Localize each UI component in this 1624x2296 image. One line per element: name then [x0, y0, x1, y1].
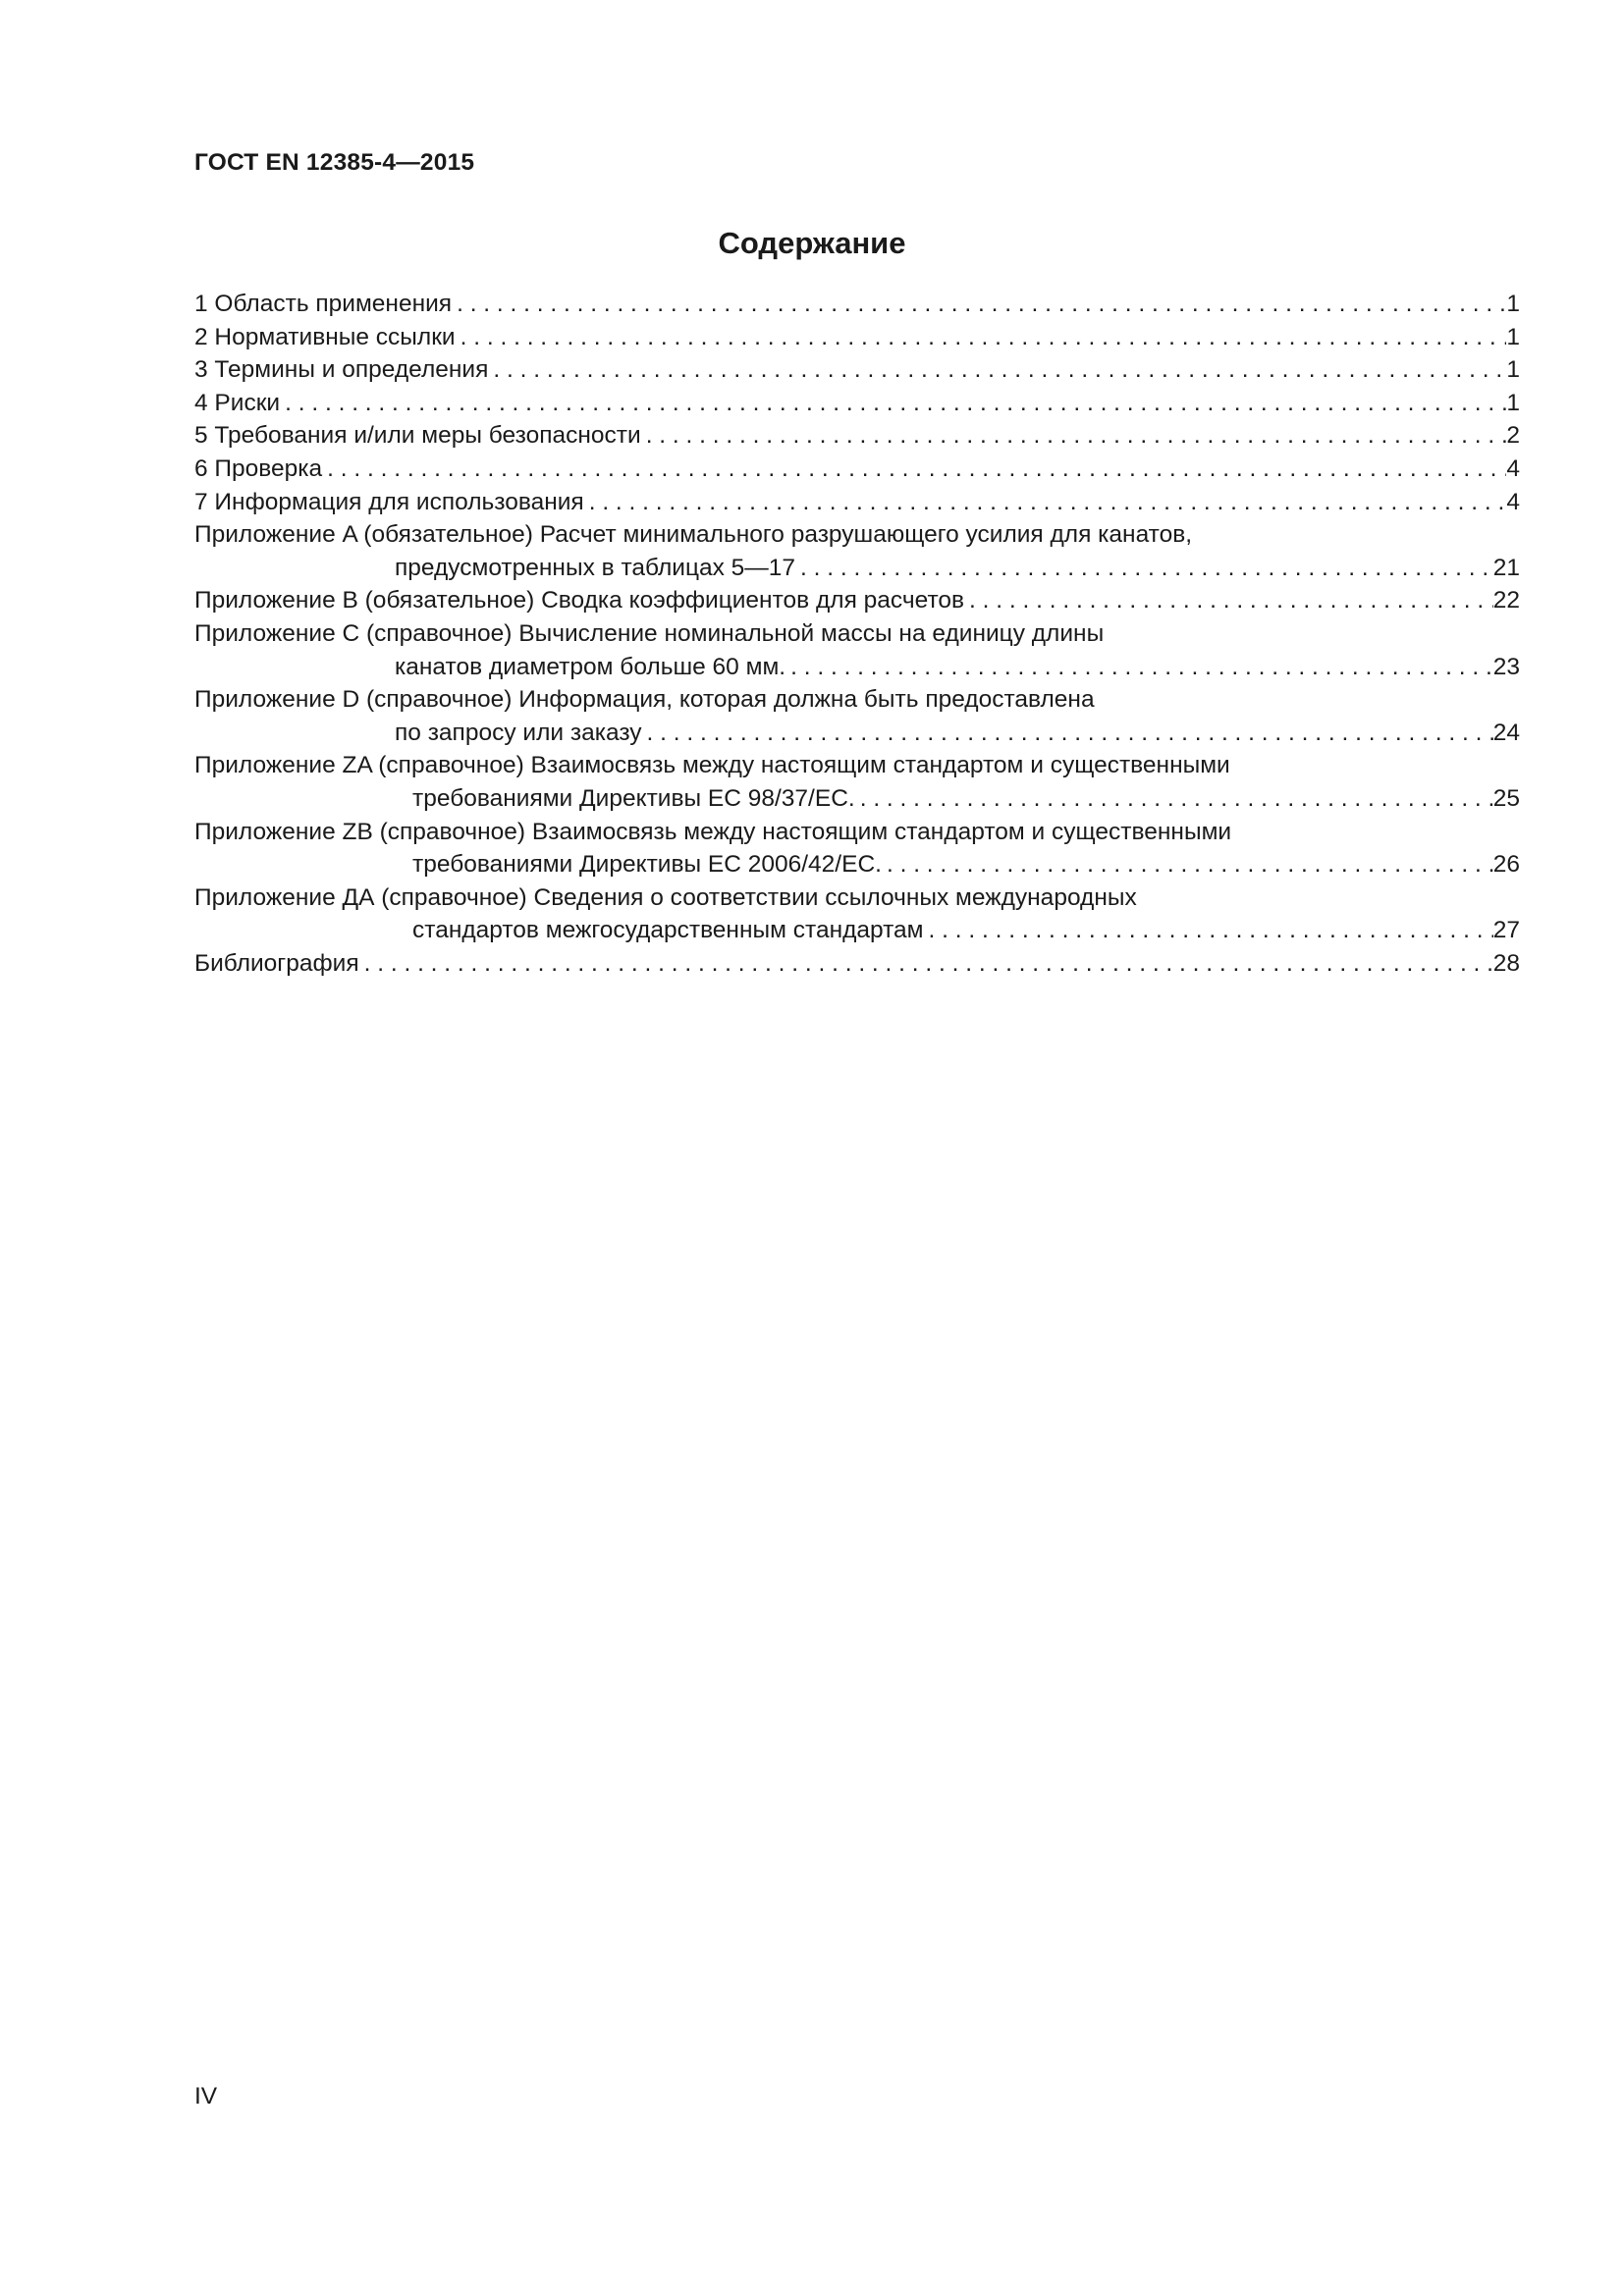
- toc-entry-continuation: требованиями Директивы ЕС 98/37/ЕС.: [412, 784, 855, 812]
- toc-page-number: 22: [1492, 587, 1520, 614]
- toc-entry-text: Библиография: [194, 949, 359, 977]
- toc-entry-text: 7 Информация для использования: [194, 488, 584, 515]
- table-of-contents: [194, 288, 1520, 980]
- dot-leader: [882, 848, 1493, 881]
- toc-entry-annex-d[interactable]: [194, 683, 1520, 749]
- toc-entry-continuation: по запросу или заказу: [395, 719, 642, 746]
- toc-entry-annex-b[interactable]: [194, 584, 1520, 617]
- toc-title: Содержание: [718, 226, 906, 260]
- dot-leader: [641, 419, 1507, 453]
- dot-leader: [584, 486, 1507, 519]
- toc-entry-continuation: предусмотренных в таблицах 5—17: [395, 554, 796, 581]
- toc-entry-scope[interactable]: [194, 288, 1520, 321]
- toc-entry-continuation: требованиями Директивы ЕС 2006/42/ЕС.: [412, 851, 882, 879]
- toc-entry-text: Приложение B (обязательное) Сводка коэффициентов для расчетов: [194, 587, 965, 614]
- toc-page-number: 24: [1492, 719, 1520, 746]
- page-number: IV: [194, 2083, 218, 2109]
- dot-leader: [456, 321, 1507, 354]
- toc-entry-text: 1 Область применения: [194, 291, 453, 317]
- dot-leader: [642, 717, 1493, 750]
- toc-entry-text: Приложение C (справочное) Вычисление номинальной массы на единицу длины: [194, 619, 1105, 647]
- toc-entry-text: Приложение D (справочное) Информация, которая должна быть предоставлена: [194, 686, 1095, 714]
- toc-entry-text: 5 Требования и/или меры безопасности: [194, 422, 641, 450]
- toc-page-number: 4: [1506, 454, 1520, 482]
- toc-page-number: 21: [1492, 554, 1520, 581]
- dot-leader: [795, 552, 1493, 585]
- toc-entry-text: 4 Риски: [194, 389, 281, 416]
- toc-entry-text: Приложение A (обязательное) Расчет минимального разрушающего усилия для канатов,: [194, 521, 1193, 549]
- toc-entry-normative-references[interactable]: [194, 321, 1520, 354]
- toc-entry-annex-da[interactable]: [194, 881, 1520, 947]
- toc-page-number: 26: [1492, 851, 1520, 879]
- toc-entry-text: Приложение ZB (справочное) Взаимосвязь между настоящим стандартом и существенными: [194, 818, 1232, 845]
- toc-entry-continuation: канатов диаметром больше 60 мм.: [395, 653, 786, 680]
- toc-entry-text: 3 Термины и определения: [194, 356, 489, 384]
- toc-entry-safety-requirements[interactable]: [194, 419, 1520, 453]
- dot-leader: [964, 584, 1493, 617]
- toc-entry-terms-definitions[interactable]: [194, 353, 1520, 387]
- toc-entry-annex-zb[interactable]: [194, 816, 1520, 881]
- toc-entry-annex-c[interactable]: [194, 617, 1520, 683]
- dot-leader: [488, 353, 1506, 387]
- dot-leader: [785, 651, 1493, 684]
- document-code: ГОСТ EN 12385-4—2015: [194, 149, 475, 176]
- toc-page-number: 1: [1506, 323, 1520, 350]
- toc-entry-information-for-use[interactable]: [194, 486, 1520, 519]
- toc-entry-bibliography[interactable]: [194, 947, 1520, 981]
- dot-leader: [322, 453, 1506, 486]
- toc-entry-text: 6 Проверка: [194, 454, 323, 482]
- toc-page-number: 28: [1492, 949, 1520, 977]
- toc-entry-annex-a[interactable]: [194, 518, 1520, 584]
- dot-leader: [924, 914, 1493, 947]
- dot-leader: [359, 947, 1493, 981]
- toc-page-number: 25: [1492, 784, 1520, 812]
- toc-entry-verification[interactable]: [194, 453, 1520, 486]
- toc-entry-text: Приложение ZA (справочное) Взаимосвязь между настоящим стандартом и существенными: [194, 752, 1230, 779]
- toc-entry-text: 2 Нормативные ссылки: [194, 323, 456, 350]
- toc-page-number: 1: [1506, 356, 1520, 384]
- toc-entry-text: Приложение ДА (справочное) Сведения о соответствии ссылочных международных: [194, 883, 1137, 911]
- toc-page-number: 23: [1492, 653, 1520, 680]
- toc-page-number: 2: [1506, 422, 1520, 450]
- toc-entry-continuation: стандартов межгосударственным стандартам: [412, 917, 924, 944]
- dot-leader: [280, 387, 1506, 420]
- toc-page-number: 4: [1506, 488, 1520, 515]
- dot-leader: [855, 782, 1493, 816]
- toc-entry-annex-za[interactable]: [194, 749, 1520, 815]
- toc-entry-hazards[interactable]: [194, 387, 1520, 420]
- toc-page-number: 1: [1506, 291, 1520, 317]
- toc-page-number: 1: [1506, 389, 1520, 416]
- dot-leader: [452, 288, 1506, 321]
- toc-page-number: 27: [1492, 917, 1520, 944]
